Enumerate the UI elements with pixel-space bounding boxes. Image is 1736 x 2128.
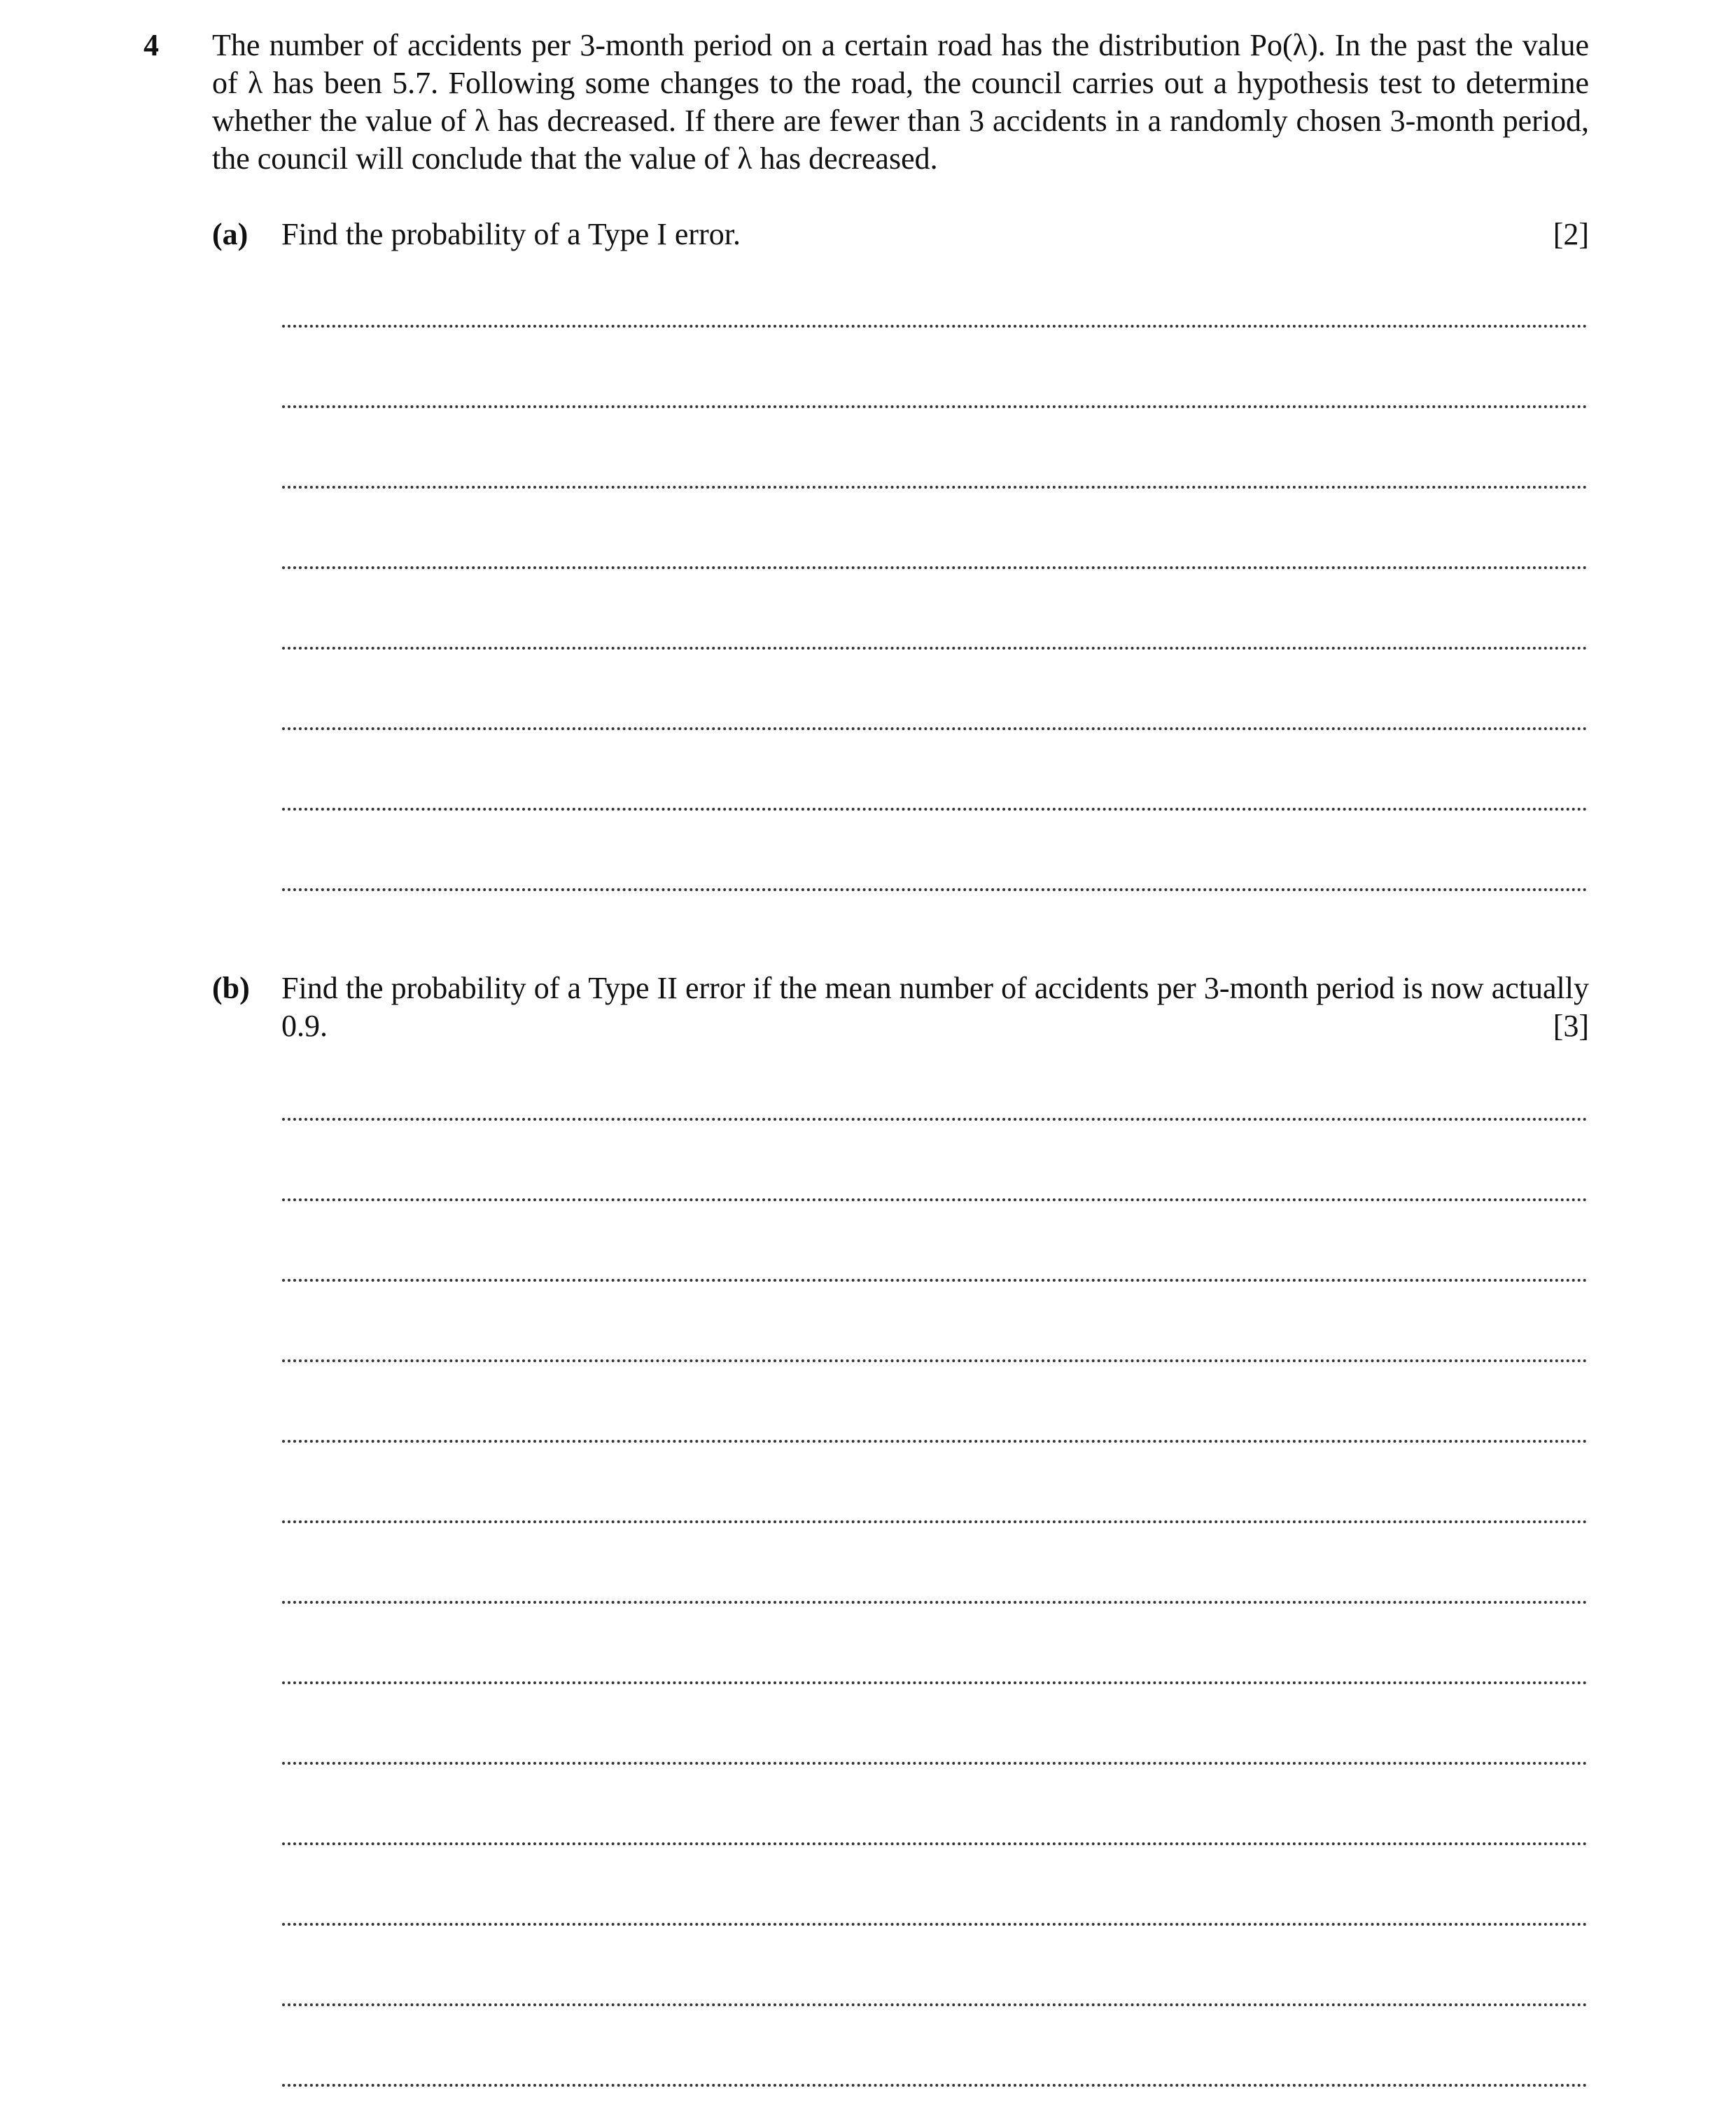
answer-line[interactable] <box>282 727 1588 730</box>
answer-line[interactable] <box>282 1923 1588 1926</box>
answer-line[interactable] <box>282 2084 1588 2087</box>
answer-line[interactable] <box>282 566 1588 569</box>
answer-line[interactable] <box>282 1681 1588 1684</box>
part-b-text: Find the probability of a Type II error if the mean number of accidents per 3-month period is now actually 0.9. <box>281 971 1589 1043</box>
part-b-marks: [3] <box>1553 1009 1589 1043</box>
answer-line[interactable] <box>282 1520 1588 1523</box>
answer-line[interactable] <box>282 1601 1588 1604</box>
answer-line[interactable] <box>282 1842 1588 1845</box>
part-a-label: (a) <box>212 217 248 251</box>
answer-line[interactable] <box>282 1198 1588 1201</box>
answer-line[interactable] <box>282 2003 1588 2006</box>
answer-line[interactable] <box>282 1440 1588 1443</box>
answer-line[interactable] <box>282 808 1588 811</box>
answer-line[interactable] <box>282 647 1588 650</box>
answer-line[interactable] <box>282 1359 1588 1362</box>
part-a-text: Find the probability of a Type I error. <box>281 217 741 251</box>
question-number: 4 <box>144 28 159 62</box>
part-b-label: (b) <box>212 971 250 1005</box>
question-stem: The number of accidents per 3-month period on a certain road has the distribution Po(λ). In the past the value of λ has been 5.7. Following some changes to the road, the council carries out a hypothesis test to determine whether the value of λ has decreased. If there are fewer than 3 accidents in a randomly chosen 3-month period, the council will conclude that the value of λ has decreased. <box>212 28 1589 176</box>
answer-line[interactable] <box>282 405 1588 408</box>
answer-line[interactable] <box>282 325 1588 328</box>
answer-line[interactable] <box>282 1118 1588 1121</box>
part-a-marks: [2] <box>1553 217 1589 251</box>
answer-line[interactable] <box>282 1279 1588 1282</box>
answer-line[interactable] <box>282 486 1588 489</box>
answer-line[interactable] <box>282 1762 1588 1765</box>
answer-line[interactable] <box>282 888 1588 891</box>
